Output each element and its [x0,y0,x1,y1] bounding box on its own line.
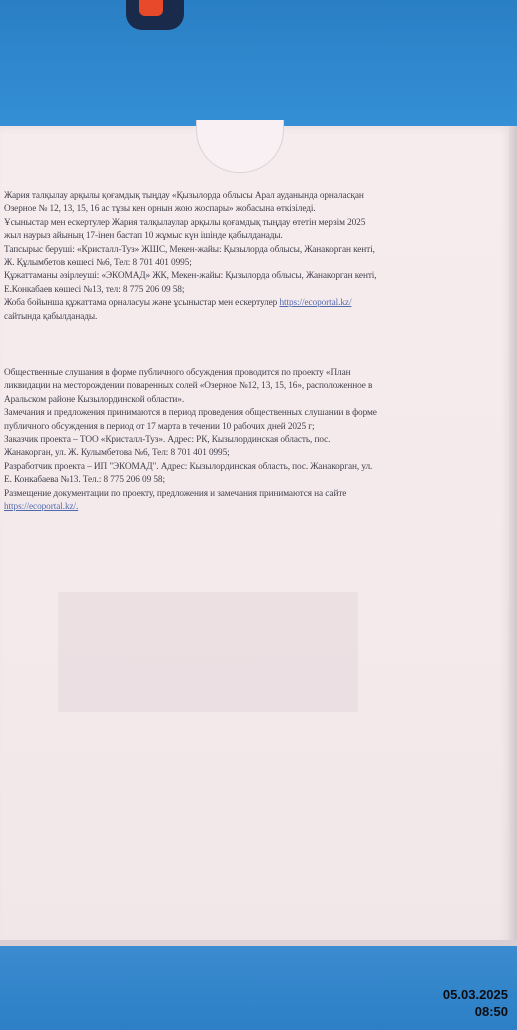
notice-line: Разработчик проекта – ИП "ЭКОМАД". Адрес: Кызылординская область, пос. Жанакорган, ул. [4,461,373,472]
notice-line: ликвидации на месторождении поваренных солей «Озерное №12, 13, 15, 16», расположенное в [4,381,373,392]
notice-line: Жария талқылау арқылы қоғамдық тыңдау «Қызылорда облысы Арал ауданында орналасқан [4,191,364,201]
notice-line: Құжаттаманы әзірлеуші: «ЭКОМАД» ЖК, Мекен-жайы: Қызылорда облысы, Жанакорган кенті, [4,271,377,282]
notice-line: Заказчик проекта – ТОО «Кристалл-Туз». Адрес: РК, Кызылординская область, пос. [4,434,331,445]
faded-print-area [58,592,358,712]
notice-line: публичного обсуждения в период от 17 марта в течении 10 рабочих дней 2025 г; [4,421,315,432]
notice-line: сайтында қабылданады. [4,311,98,322]
notice-line-link [4,501,512,514]
notice-line: Тапсырыс беруші: «Кристалл-Туз» ЖШС, Мекен-жайы: Қызылорда облысы, Жанакорган кенті, [4,244,375,255]
notice-line: Размещение документации по проекту, предложения и замечания принимаются на сайте [4,488,347,499]
notice-line: Е.Конкабаев көшесі №13, тел: 8 775 206 09 58; [4,284,185,295]
notice-kazakh [4,190,512,324]
notice-line: Ж. Құлымбетов көшесі №6, Тел: 8 701 401 0995; [4,257,192,268]
magnet-red-insert [139,0,163,16]
notice-line-text: Жоба бойынша құжаттама орналасуы және ұсыныстар мен ескертулер [4,298,278,309]
blue-wall-lower [0,946,517,1030]
ecoportal-link[interactable]: https://ecoportal.kz/. [4,501,79,512]
blue-wall-background [0,0,517,130]
photo-timestamp [443,986,508,1020]
ecoportal-link[interactable]: https://ecoportal.kz/ [279,298,352,309]
notice-line-with-link [4,297,512,310]
notice-line: Замечания и предложения принимаются в период проведения общественных слушании в форме [4,408,377,419]
notice-line: Общественные слушания в форме публичного обсуждения проводится по проекту «План [4,368,351,378]
notice-line: жыл наурыз айының 17-інен бастап 10 жұмыс күн ішінде қабылданады. [4,231,283,242]
notice-line: Жанакорган, ул. Ж. Кулымбетова №6, Тел: 8 701 401 0995; [4,448,230,459]
timestamp-time: 08:50 [474,1004,508,1019]
notice-line: Е. Конкабаева №13. Тел.: 8 775 206 09 58; [4,475,165,486]
notice-line: Озерное № 12, 13, 15, 16 ас тұзы кен орнын жою жоспары» жобасына өткізіледі. [4,204,316,215]
notice-line: Ұсыныстар мен ескертулер Жария талқылаулар арқылы қоғамдық тыңдау өтетін мерзім 2025 [4,217,366,228]
timestamp-date: 05.03.2025 [442,987,508,1002]
notice-russian [4,367,512,514]
notice-line: Аральском районе Кызылординской области». [4,394,185,405]
